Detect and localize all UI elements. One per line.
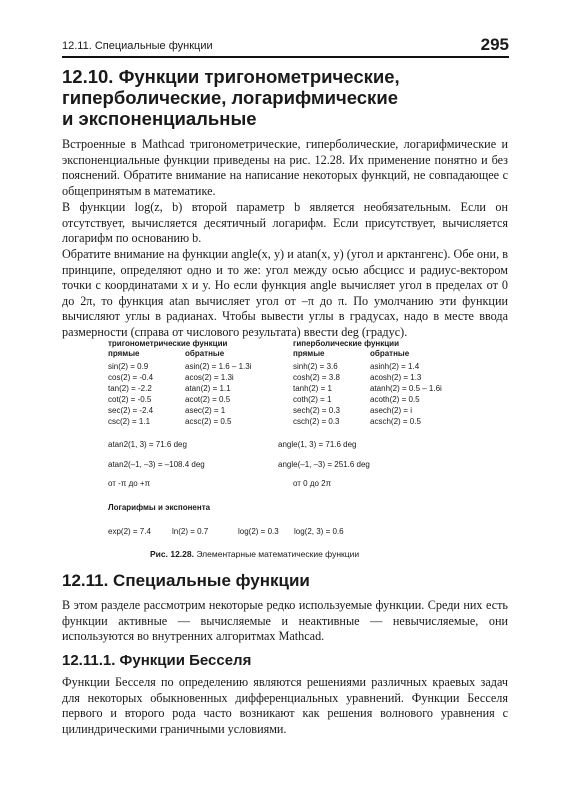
atan-formula: atan2(1, 3) = 71.6 deg [108,440,187,449]
trig-direct-cell: cot(2) = -0.5 [108,395,152,404]
hyper-title: гиперболические функции [293,339,400,348]
hyper-direct-cell: sech(2) = 0.3 [293,406,340,415]
ln-formula: ln(2) = 0.7 [172,527,209,536]
hyper-direct-cell: coth(2) = 1 [293,395,332,404]
hyper-direct-cell: tanh(2) = 1 [293,384,332,393]
trig-direct-cell: sin(2) = 0.9 [108,362,149,371]
heading-line: и экспоненциальные [62,108,257,129]
hyper-inverse-cell: acsch(2) = 0.5 [370,417,421,426]
trig-direct-cell: tan(2) = -2.2 [108,384,152,393]
exp-formula: exp(2) = 7.4 [108,527,151,536]
hyper-inverse-cell: acosh(2) = 1.3 [370,373,422,382]
trig-title: тригонометрические функции [108,339,228,348]
caption-text: Элементарные математические функции [196,549,360,559]
trig-direct-cell: csc(2) = 1.1 [108,417,151,426]
paragraph: Обратите внимание на функции angle(x, y) и atan(x, y) (угол и арктангенс). Обе они, в принципе, определяют одно и то же: угол между осью абсцисс и радиус-вектором точки с координатами x и y. Но если функция angle вычисляет угол в пределах от 0 до 2π, то функция atan вычисляет угол от –π до π. По умолчанию эти функции вычисляют углы в радианах. Чтобы вывести углы в градусах, надо в месте ввода размерности (справа от числового результата) ввести deg (градус). [62,247,508,339]
hyper-inverse-cell: atanh(2) = 0.5 – 1.6i [370,384,442,393]
log-base-formula: log(2, 3) = 0.6 [294,527,344,536]
angle-formula: angle(–1, –3) = 251.6 deg [278,460,370,469]
trig-inverse-cell: asec(2) = 1 [185,406,226,415]
section-heading-12-11: 12.11. Специальные функции [62,571,310,590]
trig-inverse-cell: acot(2) = 0.5 [185,395,231,404]
page-number: 295 [480,35,509,54]
hyper-inverse-cell: asinh(2) = 1.4 [370,362,420,371]
hyper-direct-cell: csch(2) = 0.3 [293,417,340,426]
hyper-col-direct: прямые [293,349,325,358]
hyper-direct-cell: sinh(2) = 3.6 [293,362,338,371]
trig-direct-cell: sec(2) = -2.4 [108,406,154,415]
section-heading-12-10 [62,66,502,129]
angle-formula: angle(1, 3) = 71.6 deg [278,440,357,449]
trig-inverse-cell: acos(2) = 1.3i [185,373,234,382]
log-title: Логарифмы и экспонента [108,503,211,512]
running-header: 12.11. Специальные функции [62,40,213,52]
trig-col-direct: прямые [108,349,140,358]
paragraph: Функции Бесселя по определению являются решениями различных краевых задач для некоторых обыкновенных дифференциальных уравнений. Функции Бесселя первого и второго рода часто возникают как решения волнового уравнения с цилиндрическими граничными условиями. [62,675,508,736]
angle-range: от 0 до 2π [293,479,332,488]
trig-inverse-cell: atan(2) = 1.1 [185,384,231,393]
paragraph: В этом разделе рассмотрим некоторые редко используемые функции. Среди них есть функции активные — вычисляемые и неактивные — невычисляемые, они используются во внутренних алгоритмах Mathcad. [62,598,508,644]
log-formula: log(2) = 0.3 [238,527,279,536]
paragraph: Встроенные в Mathcad тригонометрические, гиперболические, логарифмические и экспоненциальные функции приведены на рис. 12.28. Их применение понятно и без пояснений. Обратите внимание на написание некоторых функций, не совпадающее с общепринятым в математике. [62,137,508,198]
hyper-col-inverse: обратные [370,349,410,358]
figure-caption [150,549,359,559]
trig-inverse-cell: acsc(2) = 0.5 [185,417,232,426]
heading-line: гиперболические, логарифмические [62,87,398,108]
hyper-inverse-cell: acoth(2) = 0.5 [370,395,420,404]
trig-col-inverse: обратные [185,349,225,358]
hyper-direct-cell: cosh(2) = 3.8 [293,373,340,382]
atan-formula: atan2(–1, –3) = –108.4 deg [108,460,205,469]
trig-direct-cell: cos(2) = -0.4 [108,373,154,382]
section-heading-12-11-1: 12.11.1. Функции Бесселя [62,652,252,669]
hyper-inverse-cell: asech(2) = i [370,406,413,415]
paragraph: В функции log(z, b) второй параметр b является необязательным. Если он отсутствует, вычисляется десятичный логарифм. Если присутствует, вычисляется логарифм по основанию b. [62,200,508,246]
header-rule [62,56,509,58]
heading-line: 12.10. Функции тригонометрические, [62,66,400,87]
atan-range: от -π до +π [108,479,151,488]
trig-inverse-cell: asin(2) = 1.6 – 1.3i [185,362,252,371]
caption-number: Рис. 12.28. [150,549,194,559]
